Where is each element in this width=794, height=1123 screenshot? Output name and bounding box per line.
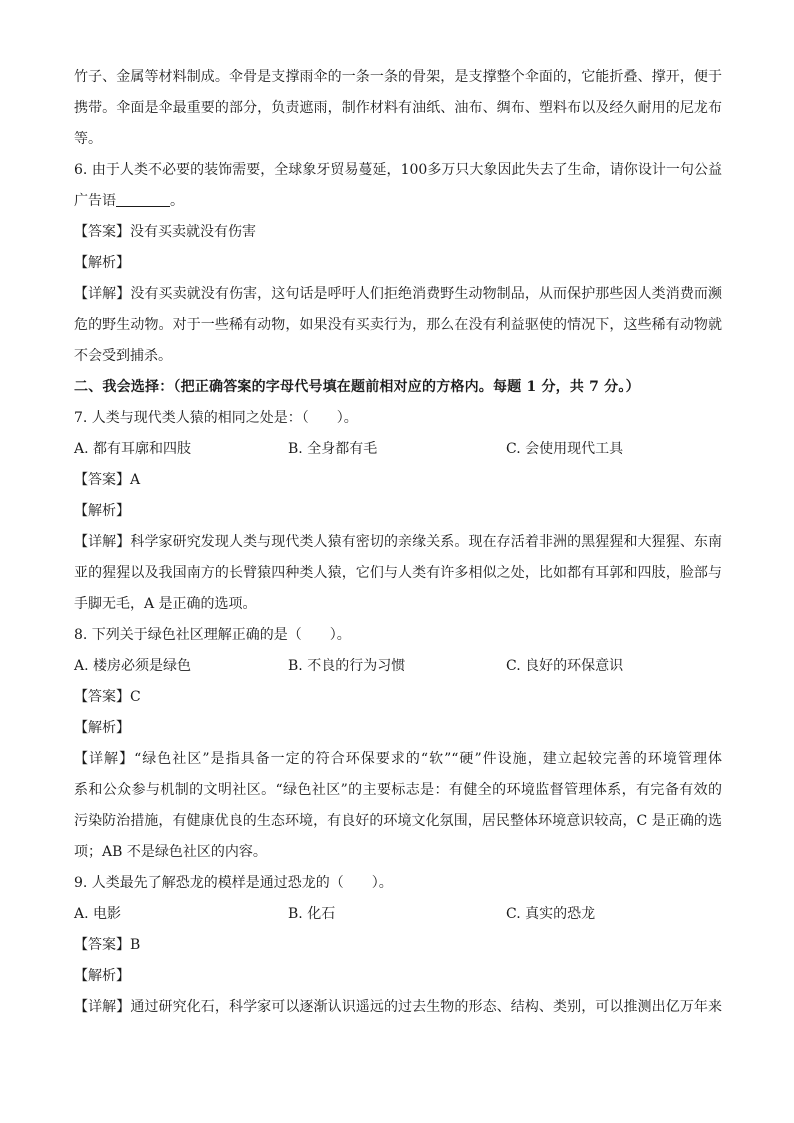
paragraph-line: 携带。伞面是伞最重要的部分，负责遮雨，制作材料有油纸、油布、绸布、塑料布以及经久耐用的尼龙布 <box>74 100 722 116</box>
option-a: A. 都有耳廓和四肢 <box>74 441 192 457</box>
detail-line: 危的野生动物。对于一些稀有动物，如果没有买卖行为，那么在没有利益驱使的情况下，这些稀有动物就 <box>74 317 722 333</box>
answer-line: 【答案】B <box>74 937 141 953</box>
option-b: B. 化石 <box>288 906 336 922</box>
option-b: B. 不良的行为习惯 <box>288 658 406 674</box>
detail-line: 系和公众参与机制的文明社区。“绿色社区”的主要标志是：有健全的环境监督管理体系，有完备有效的 <box>74 782 722 798</box>
paragraph-line: 等。 <box>74 131 102 147</box>
detail-line: 不会受到捕杀。 <box>74 348 172 364</box>
answer-line: 【答案】没有买卖就没有伤害 <box>74 224 256 240</box>
question-6-text-tail: 广告语 <box>74 193 116 209</box>
detail-line: 【详解】通过研究化石，科学家可以逐渐认识遥远的过去生物的形态、结构、类别，可以推测出亿万年来 <box>74 999 722 1015</box>
question-9-text: 9. 人类最先了解恐龙的模样是通过恐龙的（ ）。 <box>74 875 393 891</box>
option-c: C. 会使用现代工具 <box>506 441 624 457</box>
question-6-text-cont <box>74 186 722 217</box>
question-9-options <box>74 899 722 930</box>
detail-line: 亚的猩猩以及我国南方的长臂猿四种类人猿，它们与人类有许多相似之处，比如都有耳郭和四肢，脸部与 <box>74 565 722 581</box>
option-a: A. 楼房必须是绿色 <box>74 658 192 674</box>
detail-line: 【详解】“绿色社区”是指具备一定的符合环保要求的“软”“硬”件设施，建立起较完善的环境管理体 <box>74 751 722 767</box>
question-6-text-end: 。 <box>170 193 184 209</box>
question-8-options <box>74 651 722 682</box>
detail-line: 项；AB 不是绿色社区的内容。 <box>74 844 267 860</box>
option-c: C. 良好的环保意识 <box>506 658 624 674</box>
option-b: B. 全身都有毛 <box>288 441 378 457</box>
analysis-label: 【解析】 <box>74 255 130 271</box>
detail-line: 【详解】科学家研究发现人类与现代类人猿有密切的亲缘关系。现在存活着非洲的黑猩猩和大猩猩、东南 <box>74 534 722 550</box>
answer-blank <box>116 192 170 207</box>
detail-line: 污染防治措施，有健康优良的生态环境，有良好的环境文化氛围，居民整体环境意识较高，C 是正确的选 <box>74 813 722 829</box>
option-c: C. 真实的恐龙 <box>506 906 596 922</box>
paragraph-line: 竹子、金属等材料制成。伞骨是支撑雨伞的一条一条的骨架，是支撑整个伞面的，它能折叠、撑开，便于 <box>74 69 722 85</box>
detail-line: 【详解】没有买卖就没有伤害，这句话是呼吁人们拒绝消费野生动物制品，从而保护那些因人类消费而濒 <box>74 286 722 302</box>
analysis-label: 【解析】 <box>74 503 130 519</box>
answer-line: 【答案】C <box>74 689 141 705</box>
question-7-options <box>74 434 722 465</box>
question-8-text: 8. 下列关于绿色社区理解正确的是（ ）。 <box>74 627 351 643</box>
analysis-label: 【解析】 <box>74 720 130 736</box>
question-7-text: 7. 人类与现代类人猿的相同之处是：（ ）。 <box>74 410 358 426</box>
analysis-label: 【解析】 <box>74 968 130 984</box>
document-page <box>74 62 722 1023</box>
option-a: A. 电影 <box>74 906 122 922</box>
question-6-text: 6. 由于人类不必要的装饰需要，全球象牙贸易蔓延，100多万只大象因此失去了生命，请你设计一句公益 <box>74 162 722 178</box>
answer-line: 【答案】A <box>74 472 141 488</box>
detail-line: 手脚无毛，A 是正确的选项。 <box>74 596 257 612</box>
section-heading: 二、我会选择：（把正确答案的字母代号填在题前相对应的方格内。每题 1 分，共 7 分。） <box>74 379 640 395</box>
